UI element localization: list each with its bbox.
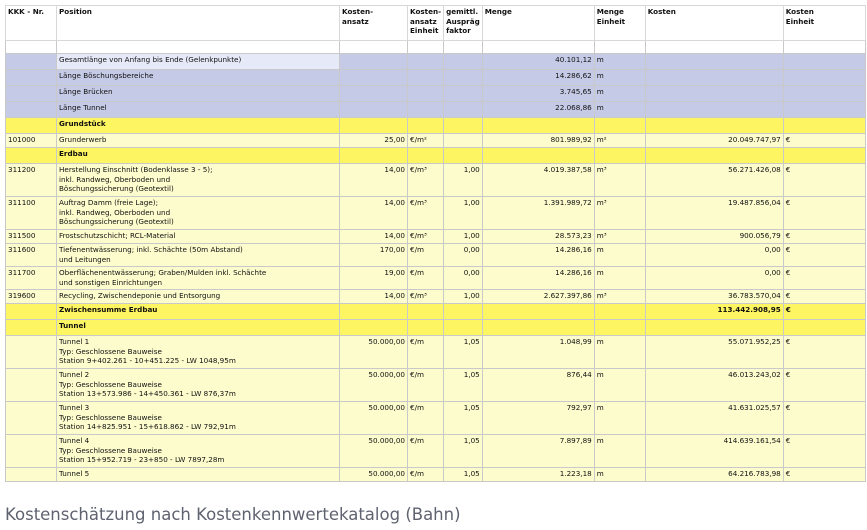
cell-ansatz[interactable]: 14,00 — [340, 230, 408, 244]
cell-kosten-unit[interactable] — [783, 70, 865, 86]
cell-menge-unit[interactable]: m — [594, 468, 645, 482]
header-auspraegfaktor[interactable]: gemittl. Auspräg faktor — [444, 6, 483, 41]
cell-faktor[interactable]: 0,00 — [444, 244, 483, 267]
cell-kosten[interactable] — [645, 102, 783, 118]
cell-einheit[interactable]: €/m — [408, 244, 444, 267]
summary-row — [6, 86, 866, 102]
cell-nr[interactable] — [6, 54, 57, 70]
cell-nr[interactable] — [6, 369, 57, 402]
section-title[interactable]: Grundstück — [57, 118, 340, 134]
spacer-row — [6, 41, 866, 54]
cell-einheit[interactable] — [408, 102, 444, 118]
cell-menge-unit[interactable]: m³ — [594, 290, 645, 304]
cell-menge-unit[interactable]: m — [594, 54, 645, 70]
cell-kosten[interactable]: 20.049.747,97 — [645, 134, 783, 148]
cell-kosten[interactable]: 41.631.025,57 — [645, 402, 783, 435]
cell-kosten-unit[interactable] — [783, 54, 865, 70]
cell-faktor[interactable] — [444, 70, 483, 86]
header-row — [6, 6, 866, 41]
cell-faktor[interactable]: 1,05 — [444, 336, 483, 369]
table-row — [6, 369, 866, 402]
cell-faktor[interactable]: 0,00 — [444, 267, 483, 290]
cell-ansatz[interactable] — [340, 148, 408, 164]
cell-kosten-unit[interactable] — [783, 118, 865, 134]
cell-position[interactable]: Grunderwerb — [57, 134, 340, 148]
table-row — [6, 267, 866, 290]
cell-kosten-unit[interactable]: € — [783, 468, 865, 482]
subtotal-row-erdbau — [6, 304, 866, 320]
cell-einheit[interactable]: €/m — [408, 402, 444, 435]
cell-kosten[interactable] — [645, 118, 783, 134]
cell-nr[interactable]: 101000 — [6, 134, 57, 148]
header-menge[interactable]: Menge — [482, 6, 594, 41]
cell-ansatz[interactable] — [340, 118, 408, 134]
cell-faktor[interactable]: 1,00 — [444, 290, 483, 304]
cell-einheit[interactable]: €/m³ — [408, 197, 444, 230]
section-header-grundstueck — [6, 118, 866, 134]
cell-position[interactable]: Herstellung Einschnitt (Bodenklasse 3 - 5); inkl. Randweg, Oberboden und Böschungssicherung (Geotextil) — [57, 164, 340, 197]
cell-kosten-unit[interactable]: € — [783, 402, 865, 435]
header-kkk-nr[interactable]: KKK - Nr. — [6, 6, 57, 41]
cell-menge-unit[interactable]: m — [594, 369, 645, 402]
cell-einheit[interactable]: €/m³ — [408, 290, 444, 304]
cell-position[interactable]: Tunnel 3 Typ: Geschlossene Bauweise Station 14+825.951 - 15+618.862 - LW 792,91m — [57, 402, 340, 435]
cell-kosten[interactable] — [645, 148, 783, 164]
cell-einheit[interactable]: €/m³ — [408, 230, 444, 244]
header-kosten-einheit[interactable]: Kosten Einheit — [783, 6, 865, 41]
cell-nr[interactable]: 311500 — [6, 230, 57, 244]
cell-kosten[interactable]: 36.783.570,04 — [645, 290, 783, 304]
cell-kosten-unit[interactable]: € — [783, 290, 865, 304]
cell-menge[interactable]: 14.286,16 — [482, 267, 594, 290]
cell-menge-unit[interactable] — [594, 304, 645, 320]
cell-einheit[interactable] — [408, 86, 444, 102]
cell-menge[interactable]: 14.286,16 — [482, 244, 594, 267]
cell-kosten-unit[interactable]: € — [783, 267, 865, 290]
header-ansatz-einheit[interactable]: Kosten- ansatz Einheit — [408, 6, 444, 41]
cell-position[interactable]: Auftrag Damm (freie Lage); inkl. Randweg, Oberboden und Böschungssicherung (Geotextil) — [57, 197, 340, 230]
cell-kosten[interactable]: 900.056,79 — [645, 230, 783, 244]
cell-faktor[interactable] — [444, 86, 483, 102]
cell-ansatz[interactable] — [340, 70, 408, 86]
section-header-tunnel — [6, 320, 866, 336]
section-title[interactable]: Tunnel — [57, 320, 340, 336]
cell-position[interactable]: Recycling, Zwischendeponie und Entsorgung — [57, 290, 340, 304]
cell-menge[interactable] — [482, 148, 594, 164]
cell-kosten[interactable]: 55.071.952,25 — [645, 336, 783, 369]
cell-ansatz[interactable] — [340, 86, 408, 102]
cell-menge-unit[interactable]: m — [594, 336, 645, 369]
cell-einheit[interactable] — [408, 70, 444, 86]
cell-einheit[interactable]: €/m — [408, 336, 444, 369]
header-position[interactable]: Position — [57, 6, 340, 41]
subtotal-value[interactable]: 113.442.908,95 — [645, 304, 783, 320]
cell-nr[interactable]: 311100 — [6, 197, 57, 230]
cell-nr[interactable] — [6, 336, 57, 369]
cell-nr[interactable] — [6, 435, 57, 468]
cell-position[interactable]: Tunnel 4 Typ: Geschlossene Bauweise Station 15+952.719 - 23+850 - LW 7897,28m — [57, 435, 340, 468]
cell-menge[interactable]: 1.391.989,72 — [482, 197, 594, 230]
cell-ansatz[interactable]: 19,00 — [340, 267, 408, 290]
cell-menge-unit[interactable]: m — [594, 86, 645, 102]
cell-ansatz[interactable]: 170,00 — [340, 244, 408, 267]
cell-ansatz[interactable] — [340, 320, 408, 336]
summary-row — [6, 102, 866, 118]
cell-menge-unit[interactable]: m — [594, 435, 645, 468]
cell-kosten-unit[interactable]: € — [783, 435, 865, 468]
cell-faktor[interactable]: 1,05 — [444, 402, 483, 435]
cell-menge[interactable]: 1.223,18 — [482, 468, 594, 482]
cell-menge-unit[interactable]: m — [594, 244, 645, 267]
cell-kosten-unit[interactable] — [783, 148, 865, 164]
cell-kosten-unit[interactable]: € — [783, 230, 865, 244]
cell-menge-unit[interactable] — [594, 118, 645, 134]
cell-menge[interactable]: 4.019.387,58 — [482, 164, 594, 197]
cell-menge[interactable]: 792,97 — [482, 402, 594, 435]
cell-kosten[interactable]: 0,00 — [645, 267, 783, 290]
cell-kosten[interactable] — [645, 86, 783, 102]
cell-menge[interactable]: 40.101,12 — [482, 54, 594, 70]
cell-position[interactable]: Tunnel 2 Typ: Geschlossene Bauweise Station 13+573.986 - 14+450.361 - LW 876,37m — [57, 369, 340, 402]
table-row — [6, 230, 866, 244]
cell-kosten-unit[interactable]: € — [783, 244, 865, 267]
cell-kosten-unit[interactable] — [783, 320, 865, 336]
cell-menge-unit[interactable]: m³ — [594, 164, 645, 197]
cell-menge[interactable]: 14.286,62 — [482, 70, 594, 86]
cell-einheit[interactable] — [408, 304, 444, 320]
cell-menge[interactable]: 7.897,89 — [482, 435, 594, 468]
cell-ansatz[interactable]: 50.000,00 — [340, 369, 408, 402]
cell-ansatz[interactable] — [340, 102, 408, 118]
cell-kosten-unit[interactable]: € — [783, 197, 865, 230]
cell-position[interactable]: Tunnel 1 Typ: Geschlossene Bauweise Station 9+402.261 - 10+451.225 - LW 1048,95m — [57, 336, 340, 369]
cell-menge-unit[interactable]: m — [594, 267, 645, 290]
cell-menge-unit[interactable]: m² — [594, 134, 645, 148]
cell-einheit[interactable]: €/m³ — [408, 164, 444, 197]
cell-kosten[interactable]: 414.639.161,54 — [645, 435, 783, 468]
cell-menge[interactable] — [482, 304, 594, 320]
table-row — [6, 290, 866, 304]
subtotal-unit[interactable]: € — [783, 304, 865, 320]
cell-kosten-unit[interactable]: € — [783, 134, 865, 148]
cell-nr[interactable] — [6, 86, 57, 102]
cell-einheit[interactable] — [408, 118, 444, 134]
cell-ansatz[interactable]: 50.000,00 — [340, 468, 408, 482]
cell-kosten-unit[interactable] — [783, 102, 865, 118]
cell-menge[interactable]: 1.048,99 — [482, 336, 594, 369]
cell-menge[interactable]: 2.627.397,86 — [482, 290, 594, 304]
cell-kosten[interactable] — [645, 54, 783, 70]
cell-nr[interactable] — [6, 148, 57, 164]
cell-position[interactable]: Länge Brücken — [57, 86, 340, 102]
cell-einheit[interactable] — [408, 320, 444, 336]
cell-position[interactable]: Tunnel 5 — [57, 468, 340, 482]
cell-menge-unit[interactable]: m — [594, 70, 645, 86]
cell-nr[interactable] — [6, 70, 57, 86]
cell-faktor[interactable]: 1,00 — [444, 197, 483, 230]
cell-position[interactable]: Tiefenentwässerung; inkl. Schächte (50m Abstand) und Leitungen — [57, 244, 340, 267]
cell-ansatz[interactable]: 50.000,00 — [340, 435, 408, 468]
cell-menge-unit[interactable]: m — [594, 402, 645, 435]
cell-faktor[interactable] — [444, 102, 483, 118]
cell-ansatz[interactable]: 50.000,00 — [340, 402, 408, 435]
cell-faktor[interactable] — [444, 54, 483, 70]
table-row — [6, 134, 866, 148]
cell-kosten-unit[interactable]: € — [783, 164, 865, 197]
cell-faktor[interactable] — [444, 148, 483, 164]
cell-kosten[interactable]: 46.013.243,02 — [645, 369, 783, 402]
cell-kosten-unit[interactable]: € — [783, 369, 865, 402]
cell-position[interactable]: Länge Tunnel — [57, 102, 340, 118]
summary-row — [6, 54, 866, 70]
cell-ansatz[interactable]: 14,00 — [340, 164, 408, 197]
cell-nr[interactable] — [6, 118, 57, 134]
table-row — [6, 197, 866, 230]
cell-einheit[interactable]: €/m² — [408, 134, 444, 148]
cell-faktor[interactable] — [444, 134, 483, 148]
table-row — [6, 468, 866, 482]
cell-ansatz[interactable] — [340, 54, 408, 70]
cell-kosten[interactable]: 56.271.426,08 — [645, 164, 783, 197]
cost-estimate-table — [5, 5, 866, 482]
table-row — [6, 244, 866, 267]
cell-einheit[interactable]: €/m — [408, 468, 444, 482]
cell-faktor[interactable]: 1,00 — [444, 230, 483, 244]
summary-row — [6, 70, 866, 86]
cell-menge[interactable]: 22.068,86 — [482, 102, 594, 118]
cell-menge-unit[interactable]: m — [594, 102, 645, 118]
cell-faktor[interactable] — [444, 118, 483, 134]
cell-menge[interactable]: 876,44 — [482, 369, 594, 402]
cell-menge-unit[interactable]: m³ — [594, 230, 645, 244]
header-kosten[interactable]: Kosten — [645, 6, 783, 41]
cell-faktor[interactable]: 1,05 — [444, 369, 483, 402]
cell-ansatz[interactable] — [340, 304, 408, 320]
cell-faktor[interactable]: 1,05 — [444, 468, 483, 482]
cell-menge[interactable] — [482, 320, 594, 336]
cell-nr[interactable]: 311600 — [6, 244, 57, 267]
cell-menge-unit[interactable]: m³ — [594, 197, 645, 230]
cell-menge[interactable]: 801.989,92 — [482, 134, 594, 148]
cell-nr[interactable]: 311700 — [6, 267, 57, 290]
cell-position[interactable]: Frostschutzschicht; RCL-Material — [57, 230, 340, 244]
cell-position[interactable]: Gesamtlänge von Anfang bis Ende (Gelenkpunkte) — [57, 54, 340, 70]
cell-einheit[interactable]: €/m — [408, 267, 444, 290]
cell-nr[interactable] — [6, 468, 57, 482]
cell-nr[interactable] — [6, 304, 57, 320]
cell-kosten[interactable]: 0,00 — [645, 244, 783, 267]
cell-kosten[interactable]: 64.216.783,98 — [645, 468, 783, 482]
cell-menge[interactable]: 3.745,65 — [482, 86, 594, 102]
cell-faktor[interactable] — [444, 320, 483, 336]
cell-menge-unit[interactable] — [594, 148, 645, 164]
subtotal-label[interactable]: Zwischensumme Erdbau — [57, 304, 340, 320]
cell-ansatz[interactable]: 14,00 — [340, 290, 408, 304]
cell-faktor[interactable] — [444, 304, 483, 320]
table-row — [6, 435, 866, 468]
cell-ansatz[interactable]: 14,00 — [340, 197, 408, 230]
cell-menge[interactable] — [482, 118, 594, 134]
cell-ansatz[interactable]: 25,00 — [340, 134, 408, 148]
cell-einheit[interactable]: €/m — [408, 435, 444, 468]
cell-kosten-unit[interactable] — [783, 86, 865, 102]
cell-faktor[interactable]: 1,05 — [444, 435, 483, 468]
cell-menge-unit[interactable] — [594, 320, 645, 336]
header-kostenansatz[interactable]: Kosten- ansatz — [340, 6, 408, 41]
cell-faktor[interactable]: 1,00 — [444, 164, 483, 197]
table-row — [6, 402, 866, 435]
cell-menge[interactable]: 28.573,23 — [482, 230, 594, 244]
cell-kosten[interactable]: 19.487.856,04 — [645, 197, 783, 230]
cell-nr[interactable]: 311200 — [6, 164, 57, 197]
cell-nr[interactable] — [6, 402, 57, 435]
table-row — [6, 336, 866, 369]
cell-nr[interactable] — [6, 102, 57, 118]
cell-position[interactable]: Oberflächenentwässerung; Graben/Mulden inkl. Schächte und sonstigen Einrichtungen — [57, 267, 340, 290]
cell-kosten[interactable] — [645, 320, 783, 336]
cell-einheit[interactable]: €/m — [408, 369, 444, 402]
cell-kosten-unit[interactable]: € — [783, 336, 865, 369]
header-menge-einheit[interactable]: Menge Einheit — [594, 6, 645, 41]
section-title[interactable]: Erdbau — [57, 148, 340, 164]
section-header-erdbau — [6, 148, 866, 164]
figure-caption: Kostenschätzung nach Kostenkennwertekatalog (Bahn) — [5, 505, 461, 524]
cell-einheit[interactable] — [408, 148, 444, 164]
cell-nr[interactable]: 319600 — [6, 290, 57, 304]
table-row — [6, 164, 866, 197]
cell-kosten[interactable] — [645, 70, 783, 86]
cell-position[interactable]: Länge Böschungsbereiche — [57, 70, 340, 86]
cell-nr[interactable] — [6, 320, 57, 336]
cell-einheit[interactable] — [408, 54, 444, 70]
cell-ansatz[interactable]: 50.000,00 — [340, 336, 408, 369]
